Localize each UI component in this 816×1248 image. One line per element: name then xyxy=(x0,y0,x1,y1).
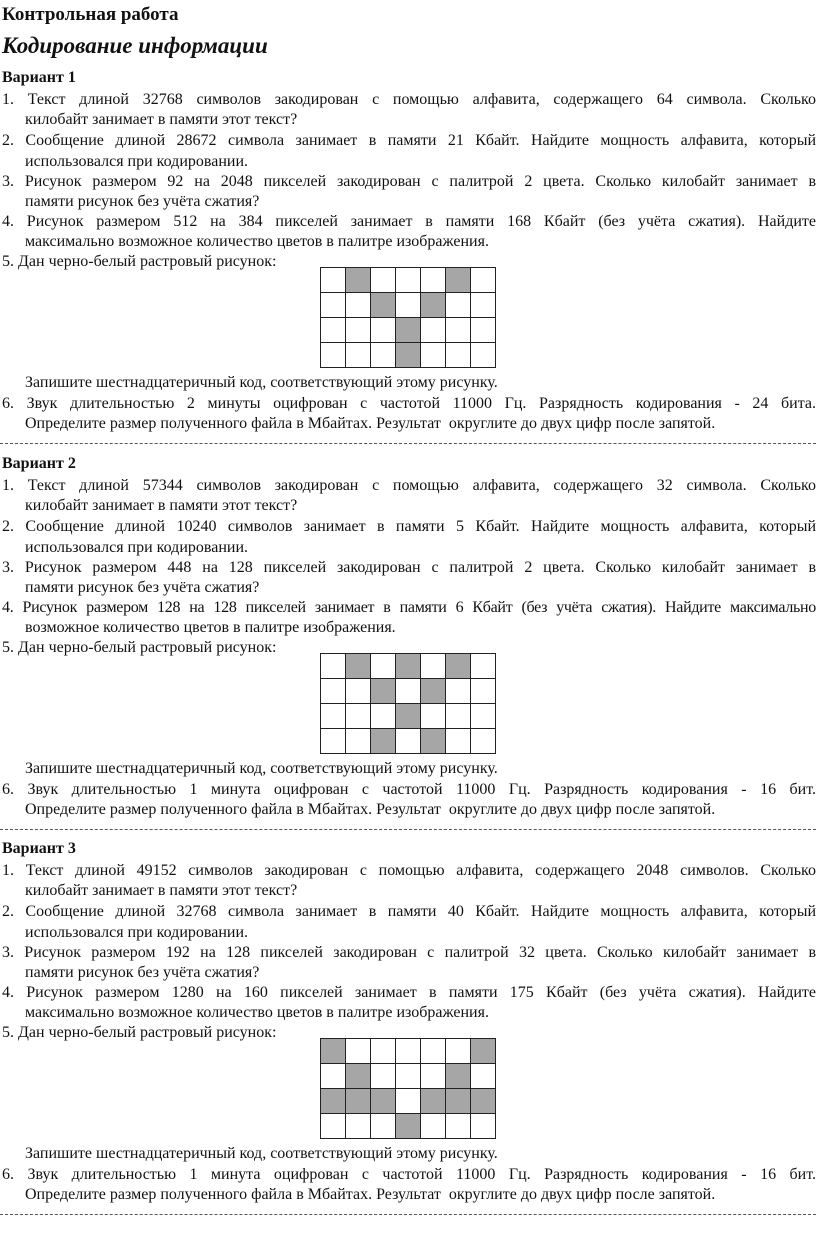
grid-cell-filled xyxy=(396,1114,421,1139)
variant-3 xyxy=(0,840,816,1220)
grid-cell-empty xyxy=(396,293,421,318)
task-3-line-1: 3. Рисунок размером 192 на 128 пикселей закодирован с палитрой 32 цвета. Сколько килобайт занимает в xyxy=(2,944,816,961)
grid-cell-empty xyxy=(421,654,446,679)
raster-grid xyxy=(320,1038,496,1139)
grid-cell-filled xyxy=(346,268,371,293)
grid-cell-empty xyxy=(471,318,496,343)
task-3-line-2: памяти рисунок без учёта сжатия? xyxy=(25,964,260,981)
grid-cell-empty xyxy=(471,293,496,318)
grid-cell-filled xyxy=(421,729,446,754)
raster-grid xyxy=(320,653,496,754)
grid-cell-filled xyxy=(446,268,471,293)
grid-cell-filled xyxy=(446,1064,471,1089)
grid-cell-empty xyxy=(321,1064,346,1089)
task-2-line-1: 2. Сообщение длиной 28672 символа занимает в памяти 21 Кбайт. Найдите мощность алфавита, который xyxy=(2,132,816,149)
task-5-line-2: Запишите шестнадцатеричный код, соответствующий этому рисунку. xyxy=(25,374,498,391)
task-1-line-1: 1. Текст длиной 57344 символов закодирован с помощью алфавита, содержащего 32 символа. Сколько xyxy=(2,477,816,494)
grid-cell-empty xyxy=(471,679,496,704)
grid-cell-empty xyxy=(446,704,471,729)
section-divider xyxy=(0,1214,816,1215)
grid-cell-filled xyxy=(471,1089,496,1114)
grid-cell-empty xyxy=(421,318,446,343)
task-3-line-2: памяти рисунок без учёта сжатия? xyxy=(25,193,260,210)
task-2-line-1: 2. Сообщение длиной 10240 символов занимает в памяти 5 Кбайт. Найдите мощность алфавита, который xyxy=(2,518,816,535)
task-2-line-2: использовался при кодировании. xyxy=(25,153,249,170)
grid-cell-empty xyxy=(471,268,496,293)
grid-cell-empty xyxy=(346,293,371,318)
grid-row xyxy=(321,318,496,343)
grid-row xyxy=(321,1114,496,1139)
grid-cell-empty xyxy=(321,654,346,679)
task-5-line-1: 5. Дан черно-белый растровый рисунок: xyxy=(2,1024,277,1041)
grid-cell-empty xyxy=(346,1039,371,1064)
task-2-line-1: 2. Сообщение длиной 32768 символа занимает в памяти 40 Кбайт. Найдите мощность алфавита, который xyxy=(2,903,816,920)
grid-cell-filled xyxy=(421,679,446,704)
task-5-line-2: Запишите шестнадцатеричный код, соответствующий этому рисунку. xyxy=(25,1145,498,1162)
grid-cell-empty xyxy=(321,704,346,729)
grid-cell-empty xyxy=(396,1039,421,1064)
grid-cell-filled xyxy=(446,1089,471,1114)
variant-1 xyxy=(0,69,816,449)
task-2-line-2: использовался при кодировании. xyxy=(25,539,249,556)
grid-row xyxy=(321,343,496,368)
grid-cell-empty xyxy=(321,343,346,368)
grid-cell-empty xyxy=(321,729,346,754)
variant-title: Вариант 2 xyxy=(2,455,76,472)
grid-cell-empty xyxy=(471,1114,496,1139)
grid-cell-empty xyxy=(446,1114,471,1139)
section-divider xyxy=(0,829,816,830)
task-4-line-1: 4. Рисунок размером 128 на 128 пикселей занимает в памяти 6 Кбайт (без учёта сжатия). Найдите максимально xyxy=(2,599,816,616)
grid-row xyxy=(321,704,496,729)
task-6-line-1: 6. Звук длительностью 2 минуты оцифрован с частотой 11000 Гц. Разрядность кодирования - 24 бита. xyxy=(2,395,816,412)
grid-cell-empty xyxy=(371,1064,396,1089)
grid-cell-filled xyxy=(371,293,396,318)
task-6-line-2: Определите размер полученного файла в Мбайтах. Результат округлите до двух цифр после запятой. xyxy=(25,415,716,432)
grid-cell-empty xyxy=(471,729,496,754)
grid-cell-filled xyxy=(346,654,371,679)
task-4-line-1: 4. Рисунок размером 1280 на 160 пикселей занимает в памяти 175 Кбайт (без учёта сжатия). Найдите xyxy=(2,984,816,1001)
grid-cell-empty xyxy=(346,318,371,343)
grid-cell-filled xyxy=(371,1089,396,1114)
task-1-line-2: килобайт занимает в памяти этот текст? xyxy=(25,882,298,899)
grid-cell-empty xyxy=(471,1064,496,1089)
grid-cell-empty xyxy=(396,679,421,704)
grid-cell-empty xyxy=(446,1039,471,1064)
task-6-line-2: Определите размер полученного файла в Мбайтах. Результат округлите до двух цифр после запятой. xyxy=(25,1186,716,1203)
grid-cell-empty xyxy=(346,1114,371,1139)
task-6-line-1: 6. Звук длительностью 1 минута оцифрован с частотой 11000 Гц. Разрядность кодирования - 16 бит. xyxy=(2,781,816,798)
grid-row xyxy=(321,679,496,704)
grid-cell-empty xyxy=(446,318,471,343)
grid-cell-empty xyxy=(471,704,496,729)
task-1-line-2: килобайт занимает в памяти этот текст? xyxy=(25,111,298,128)
task-4-line-2: возможное количество цветов в палитре изображения. xyxy=(25,619,396,636)
task-4-line-1: 4. Рисунок размером 512 на 384 пикселей занимает в памяти 168 Кбайт (без учёта сжатия). Найдите xyxy=(2,213,816,230)
task-1-line-1: 1. Текст длиной 49152 символов закодирован с помощью алфавита, содержащего 2048 символов. Сколько xyxy=(2,862,816,879)
grid-cell-empty xyxy=(396,1089,421,1114)
grid-cell-empty xyxy=(371,343,396,368)
grid-cell-filled xyxy=(396,318,421,343)
variant-title: Вариант 3 xyxy=(2,840,76,857)
grid-row xyxy=(321,1039,496,1064)
task-1-line-1: 1. Текст длиной 32768 символов закодирован с помощью алфавита, содержащего 64 символа. Сколько xyxy=(2,91,816,108)
task-4-line-2: максимально возможное количество цветов в палитре изображения. xyxy=(25,233,489,250)
grid-cell-filled xyxy=(421,1089,446,1114)
grid-cell-empty xyxy=(371,1114,396,1139)
task-3-line-2: памяти рисунок без учёта сжатия? xyxy=(25,579,260,596)
grid-cell-filled xyxy=(371,729,396,754)
grid-cell-empty xyxy=(346,343,371,368)
grid-cell-filled xyxy=(471,1039,496,1064)
grid-cell-empty xyxy=(396,268,421,293)
grid-cell-empty xyxy=(321,318,346,343)
grid-cell-empty xyxy=(421,343,446,368)
variant-2 xyxy=(0,455,816,835)
raster-grid xyxy=(320,267,496,368)
grid-row xyxy=(321,1064,496,1089)
variant-title: Вариант 1 xyxy=(2,69,76,86)
grid-cell-empty xyxy=(321,293,346,318)
grid-cell-empty xyxy=(421,1114,446,1139)
grid-cell-filled xyxy=(446,654,471,679)
grid-cell-filled xyxy=(321,1089,346,1114)
grid-cell-empty xyxy=(371,654,396,679)
task-6-line-1: 6. Звук длительностью 1 минута оцифрован с частотой 11000 Гц. Разрядность кодирования - 16 бит. xyxy=(2,1166,816,1183)
grid-cell-empty xyxy=(321,1114,346,1139)
page-subtitle: Кодирование информации xyxy=(2,33,268,58)
task-2-line-2: использовался при кодировании. xyxy=(25,924,249,941)
grid-cell-filled xyxy=(371,679,396,704)
task-5-line-1: 5. Дан черно-белый растровый рисунок: xyxy=(2,253,277,270)
task-5-line-2: Запишите шестнадцатеричный код, соответствующий этому рисунку. xyxy=(25,760,498,777)
grid-cell-empty xyxy=(471,343,496,368)
grid-cell-empty xyxy=(421,704,446,729)
grid-row xyxy=(321,1089,496,1114)
grid-cell-empty xyxy=(396,1064,421,1089)
grid-row xyxy=(321,729,496,754)
grid-cell-filled xyxy=(396,704,421,729)
task-3-line-1: 3. Рисунок размером 448 на 128 пикселей закодирован с палитрой 2 цвета. Сколько килобайт занимает в xyxy=(2,559,816,576)
grid-cell-empty xyxy=(346,679,371,704)
grid-cell-empty xyxy=(446,293,471,318)
grid-cell-empty xyxy=(471,654,496,679)
grid-cell-filled xyxy=(346,1064,371,1089)
task-1-line-2: килобайт занимает в памяти этот текст? xyxy=(25,497,298,514)
grid-cell-empty xyxy=(321,268,346,293)
task-3-line-1: 3. Рисунок размером 92 на 2048 пикселей закодирован с палитрой 2 цвета. Сколько килобайт занимает в xyxy=(2,173,816,190)
grid-cell-empty xyxy=(396,729,421,754)
grid-row xyxy=(321,654,496,679)
grid-cell-filled xyxy=(396,343,421,368)
grid-cell-empty xyxy=(371,704,396,729)
grid-cell-empty xyxy=(371,268,396,293)
page-title: Контрольная работа xyxy=(2,4,179,25)
grid-cell-empty xyxy=(346,704,371,729)
grid-cell-empty xyxy=(346,729,371,754)
grid-cell-empty xyxy=(371,1039,396,1064)
grid-cell-empty xyxy=(371,318,396,343)
grid-cell-filled xyxy=(346,1089,371,1114)
grid-row xyxy=(321,293,496,318)
task-6-line-2: Определите размер полученного файла в Мбайтах. Результат округлите до двух цифр после запятой. xyxy=(25,801,716,818)
grid-cell-filled xyxy=(396,654,421,679)
grid-cell-empty xyxy=(446,729,471,754)
grid-cell-filled xyxy=(321,1039,346,1064)
grid-cell-empty xyxy=(321,679,346,704)
grid-cell-empty xyxy=(421,268,446,293)
section-divider xyxy=(0,443,816,444)
grid-cell-filled xyxy=(421,293,446,318)
grid-cell-empty xyxy=(446,343,471,368)
grid-cell-empty xyxy=(421,1064,446,1089)
grid-cell-empty xyxy=(446,679,471,704)
grid-row xyxy=(321,268,496,293)
task-5-line-1: 5. Дан черно-белый растровый рисунок: xyxy=(2,639,277,656)
task-4-line-2: максимально возможное количество цветов в палитре изображения. xyxy=(25,1004,489,1021)
grid-cell-empty xyxy=(421,1039,446,1064)
